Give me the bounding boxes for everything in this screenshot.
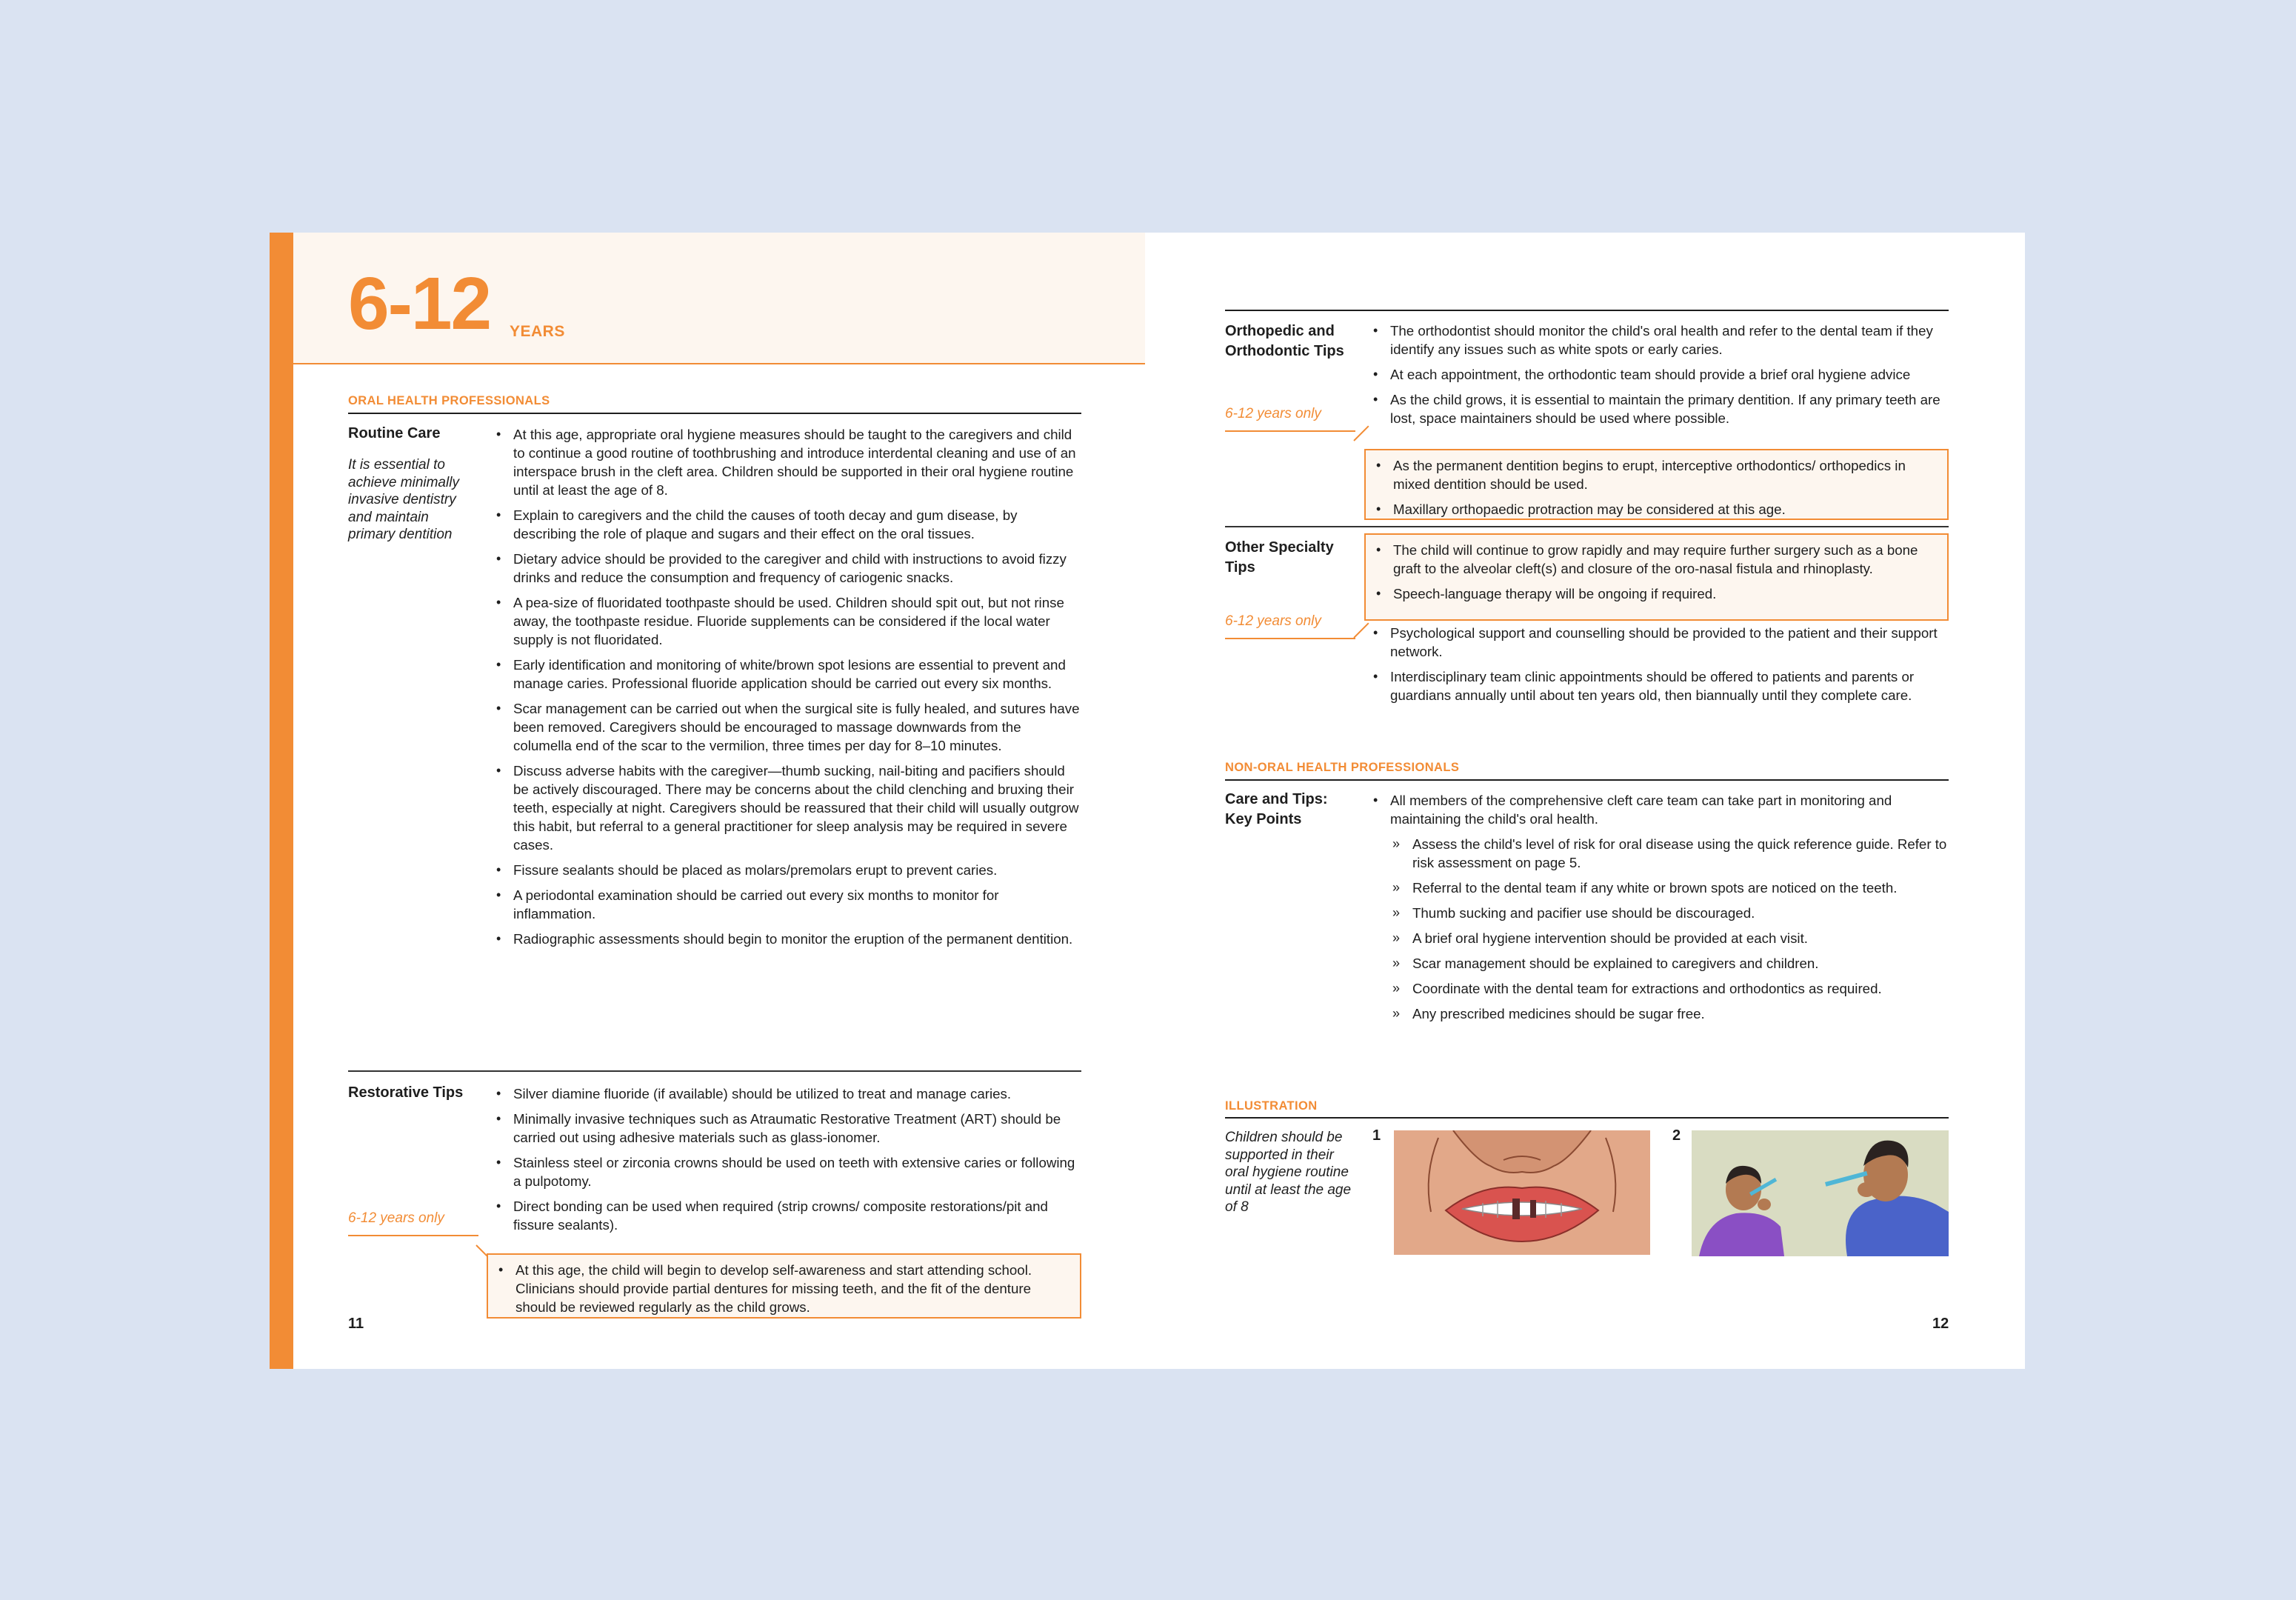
list-item: • Scar management can be carried out when the surgical site is fully healed, and sutures have been removed. Caregivers should be encouraged to massage downwards from the columella end of the scar to the vermilion, three times per day for 8–10 minutes. [495, 699, 1081, 755]
section-rule [1225, 1117, 1949, 1119]
list-item: • Explain to caregivers and the child the causes of tooth decay and gum disease, by describing the role of plaque and sugars and their effect on the oral tissues. [495, 506, 1081, 543]
list-item: • A periodontal examination should be carried out every six months to monitor for inflammation. [495, 886, 1081, 923]
list-item: • The child will continue to grow rapidly and may require further surgery such as a bone graft to the alveolar cleft(s) and closure of the oro-nasal fistula and rhinoplasty. [1375, 541, 1938, 578]
list-item: • At each appointment, the orthodontic team should provide a brief oral hygiene advice [1372, 365, 1949, 384]
callout-line [348, 1235, 478, 1236]
mouth-illustration [1394, 1130, 1650, 1255]
restorative-tips-list [495, 1084, 1081, 1241]
specialty-tips-list [1372, 624, 1949, 711]
list-item: • At this age, appropriate oral hygiene measures should be taught to the caregivers and child to continue a good routine of toothbrushing and introduce interdental cleaning and use of an interspace brush in the cleft area. Children should be supported in their oral hygiene routine until at least the age of 8. [495, 425, 1081, 499]
list-item: • Stainless steel or zirconia crowns should be used on teeth with extensive caries or following a pulpotomy. [495, 1153, 1081, 1190]
ortho-tips-label: Orthopedic and Orthodontic Tips [1225, 323, 1344, 359]
routine-care-label: Routine Care [348, 425, 441, 441]
list-item: • The orthodontist should monitor the child's oral health and refer to the dental team if they identify any issues such as white spots or early caries. [1372, 321, 1949, 359]
highlight-box-restorative [487, 1253, 1081, 1319]
section-title-illustration: ILLUSTRATION [1225, 1099, 1318, 1113]
list-item: • Discuss adverse habits with the caregiver—thumb sucking, nail-biting and pacifiers should be actively discouraged. There may be concerns about the child clenching and bruxing their teeth, especially at night. Caregivers should be reassured that their child will usually outgrow this habit, but referral to a general practitioner for sleep analysis may be required in severe cases. [495, 761, 1081, 854]
page-number-left: 11 [348, 1316, 364, 1332]
page-number-right: 12 [1932, 1316, 1949, 1332]
row-divider [1225, 526, 1949, 527]
list-item: • Radiographic assessments should begin to monitor the eruption of the permanent dentition. [495, 930, 1081, 948]
illustration-number-2: 2 [1672, 1127, 1681, 1144]
illustration-caption: Children should be supported in their oral hygiene routine until at least the age of 8 [1225, 1130, 1352, 1215]
routine-care-list [495, 425, 1081, 955]
list-item: • Minimally invasive techniques such as Atraumatic Restorative Treatment (ART) should be carried out using adhesive materials such as glass-ionomer. [495, 1110, 1081, 1147]
key-points-list [1372, 791, 1949, 1030]
list-sub-item: » A brief oral hygiene intervention should be provided at each visit. [1372, 929, 1949, 947]
key-points-label: Care and Tips: Key Points [1225, 791, 1328, 827]
illustration-number-1: 1 [1372, 1127, 1381, 1144]
routine-care-note: It is essential to achieve minimally invasive dentistry and maintain primary dentition [348, 457, 459, 542]
list-item: • Fissure sealants should be placed as molars/premolars erupt to prevent caries. [495, 861, 1081, 879]
section-rule [348, 413, 1081, 414]
section-rule [1225, 310, 1949, 311]
list-sub-item: » Scar management should be explained to caregivers and children. [1372, 954, 1949, 973]
age-range-title: 6-12 [348, 262, 491, 345]
illustration-toothbrushing [1692, 1130, 1949, 1256]
list-item: • Early identification and monitoring of white/brown spot lesions are essential to prevent and manage caries. Professional fluoride application should be carried out every six months. [495, 656, 1081, 693]
years-label: YEARS [510, 323, 565, 340]
highlight-box-specialty [1364, 533, 1949, 621]
row-divider [348, 1070, 1081, 1072]
restorative-tips-label: Restorative Tips [348, 1084, 464, 1101]
age-only-note: 6-12 years only [348, 1210, 444, 1226]
ortho-tips-list [1372, 321, 1949, 434]
list-item: • A pea-size of fluoridated toothpaste should be used. Children should spit out, but not rinse away, the toothpaste residue. Fluoride supplements can be considered if the local water supply is not fluoridated. [495, 593, 1081, 649]
list-sub-item: » Coordinate with the dental team for extractions and orthodontics as required. [1372, 979, 1949, 998]
callout-line [1225, 430, 1355, 432]
list-sub-item: » Assess the child's level of risk for oral disease using the quick reference guide. Refer to risk assessment on page 5. [1372, 835, 1949, 872]
list-item: • Dietary advice should be provided to the caregiver and child with instructions to avoid fizzy drinks and reduce the consumption and frequency of cariogenic snacks. [495, 550, 1081, 587]
highlight-box-ortho [1364, 449, 1949, 520]
list-item: • As the child grows, it is essential to maintain the primary dentition. If any primary teeth are lost, space maintainers should be used where possible. [1372, 390, 1949, 427]
specialty-tips-label: Other Specialty Tips [1225, 539, 1334, 576]
list-item: • Speech-language therapy will be ongoing if required. [1375, 584, 1938, 603]
section-title-oral: ORAL HEALTH PROFESSIONALS [348, 394, 550, 407]
list-item: • Psychological support and counselling should be provided to the patient and their support network. [1372, 624, 1949, 661]
list-item: • As the permanent dentition begins to erupt, interceptive orthodontics/ orthopedics in mixed dentition should be used. [1375, 456, 1938, 493]
toothbrushing-illustration [1692, 1130, 1949, 1256]
list-sub-item: » Referral to the dental team if any white or brown spots are noticed on the teeth. [1372, 879, 1949, 897]
section-title-non-oral: NON-ORAL HEALTH PROFESSIONALS [1225, 761, 1460, 774]
list-item: • All members of the comprehensive cleft care team can take part in monitoring and maintaining the child's oral health. [1372, 791, 1949, 828]
accent-bar [270, 233, 293, 1369]
list-item: • Maxillary orthopaedic protraction may be considered at this age. [1375, 500, 1938, 519]
age-only-note: 6-12 years only [1225, 406, 1321, 421]
age-only-note: 6-12 years only [1225, 613, 1321, 629]
callout-line [1225, 638, 1355, 639]
list-sub-item: » Thumb sucking and pacifier use should be discouraged. [1372, 904, 1949, 922]
list-item: • At this age, the child will begin to develop self-awareness and start attending school. Clinicians should provide partial dentures for missing teeth, and the fit of the denture should be reviewed regularly as the child grows. [497, 1261, 1071, 1316]
list-item: • Silver diamine fluoride (if available) should be utilized to treat and manage caries. [495, 1084, 1081, 1103]
list-item: • Interdisciplinary team clinic appointments should be offered to patients and parents or guardians annually until about ten years old, then biannually until they complete care. [1372, 667, 1949, 704]
illustration-mouth [1394, 1130, 1650, 1255]
list-item: • Direct bonding can be used when required (strip crowns/ composite restorations/pit and fissure sealants). [495, 1197, 1081, 1234]
section-rule [1225, 779, 1949, 781]
list-sub-item: » Any prescribed medicines should be sugar free. [1372, 1004, 1949, 1023]
